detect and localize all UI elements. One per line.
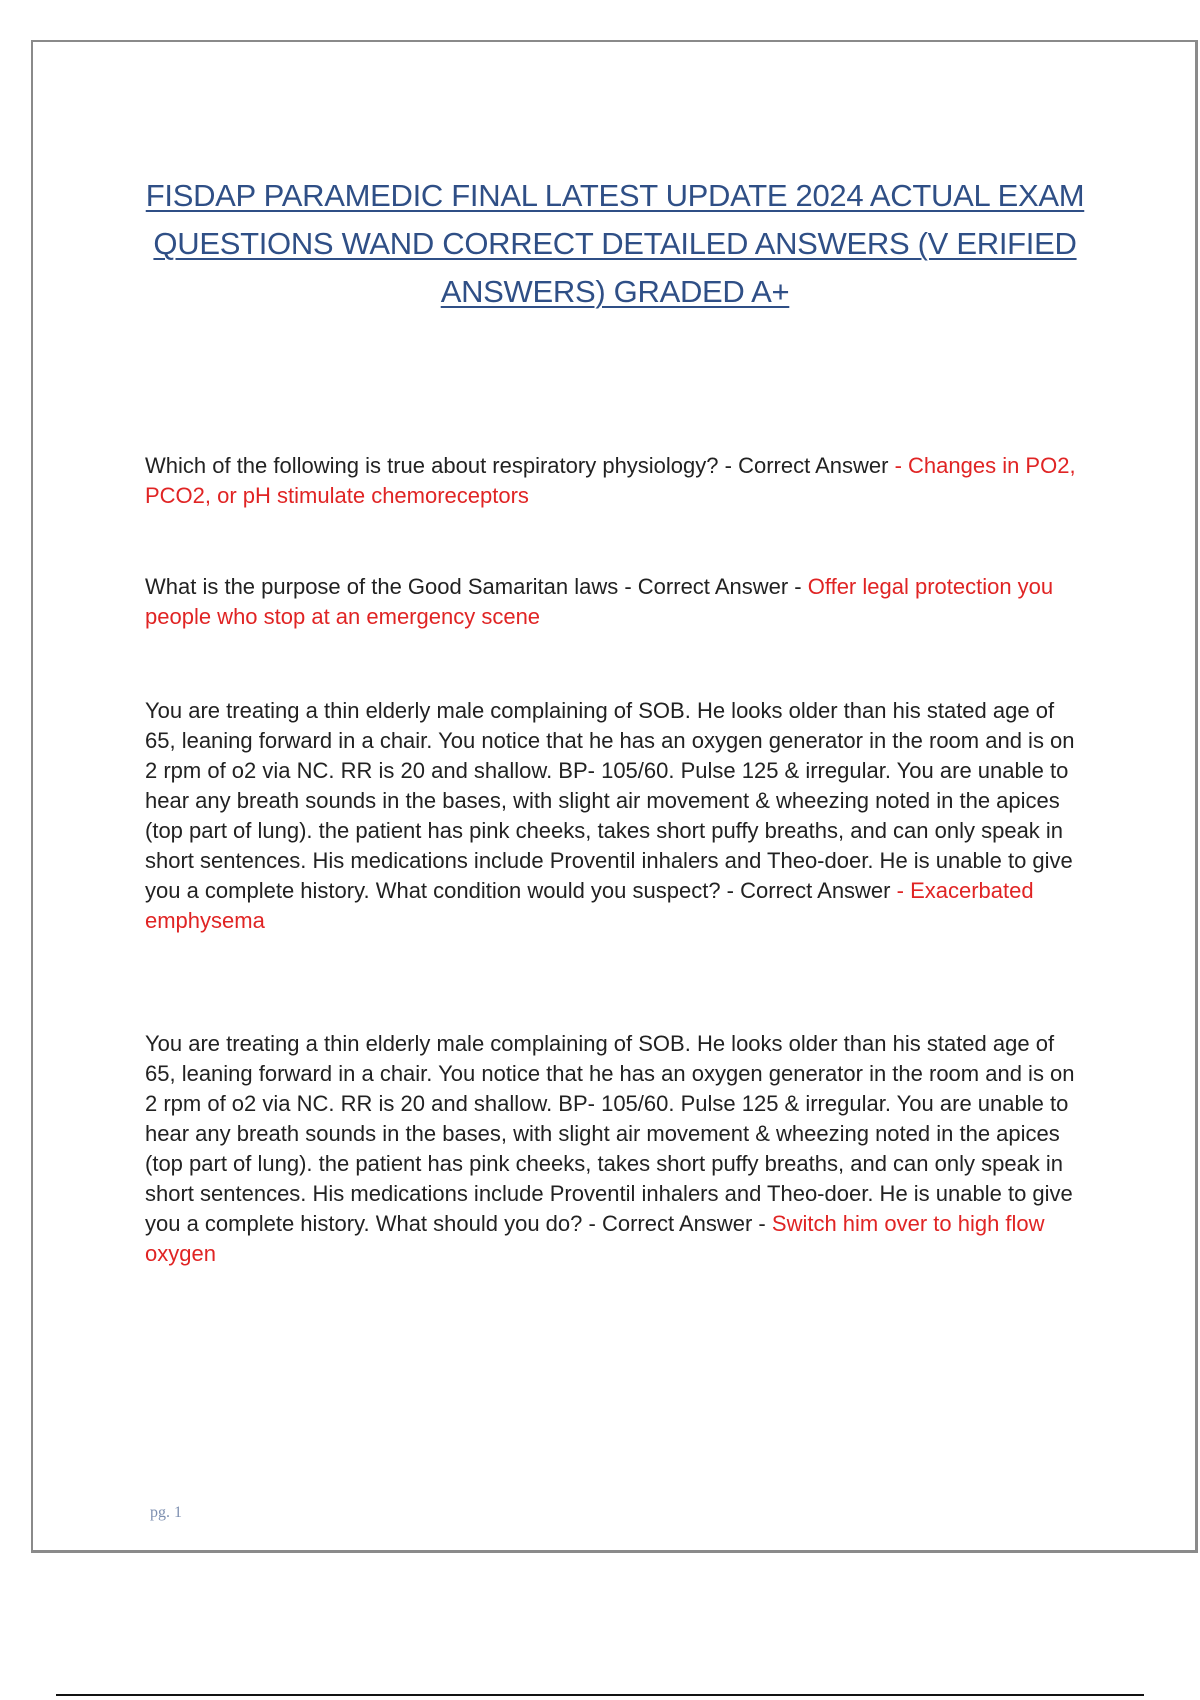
bottom-rule <box>56 1694 1144 1696</box>
answer-text: - Exacerbated emphysema <box>145 878 1034 933</box>
qa-item <box>145 572 1085 632</box>
question-text: You are treating a thin elderly male complaining of SOB. He looks older than his stated age of 65, leaning forward in a chair. You notice that he has an oxygen generator in the room and is on 2 rpm of o2 via NC. RR is 20 and shallow. BP- 105/60. Pulse 125 & irregular. You are unable to hear any breath sounds in the bases, with slight air movement & wheezing noted in the apices (top part of lung). the patient has pink cheeks, takes short puffy breaths, and can only speak in short sentences. His medications include Proventil inhalers and Theo-doer. He is unable to give you a complete history. What condition would you suspect? - Correct Answer <box>145 698 1075 903</box>
answer-text: Switch him over to high flow oxygen <box>145 1211 1045 1266</box>
question-text: Which of the following is true about respiratory physiology? - Correct Answer <box>145 453 889 478</box>
question-text: What is the purpose of the Good Samaritan laws - Correct Answer - <box>145 574 802 599</box>
document-title: FISDAP PARAMEDIC FINAL LATEST UPDATE 2024 ACTUAL EXAM QUESTIONS WAND CORRECT DETAILED ANSWERS (V ERIFIED ANSWERS) GRADED A+ <box>145 178 1085 309</box>
qa-item <box>145 696 1085 936</box>
qa-item <box>145 1029 1085 1269</box>
answer-text: Offer legal protection you people who stop at an emergency scene <box>145 574 1054 629</box>
qa-item <box>145 451 1085 511</box>
answer-text: - Changes in PO2, PCO2, or pH stimulate chemoreceptors <box>145 453 1076 508</box>
question-text: You are treating a thin elderly male complaining of SOB. He looks older than his stated age of 65, leaning forward in a chair. You notice that he has an oxygen generator in the room and is on 2 rpm of o2 via NC. RR is 20 and shallow. BP- 105/60. Pulse 125 & irregular. You are unable to hear any breath sounds in the bases, with slight air movement & wheezing noted in the apices (top part of lung). the patient has pink cheeks, takes short puffy breaths, and can only speak in short sentences. His medications include Proventil inhalers and Theo-doer. He is unable to give you a complete history. What should you do? - Correct Answer - <box>145 1031 1075 1236</box>
page-number: pg. 1 <box>150 1504 182 1521</box>
